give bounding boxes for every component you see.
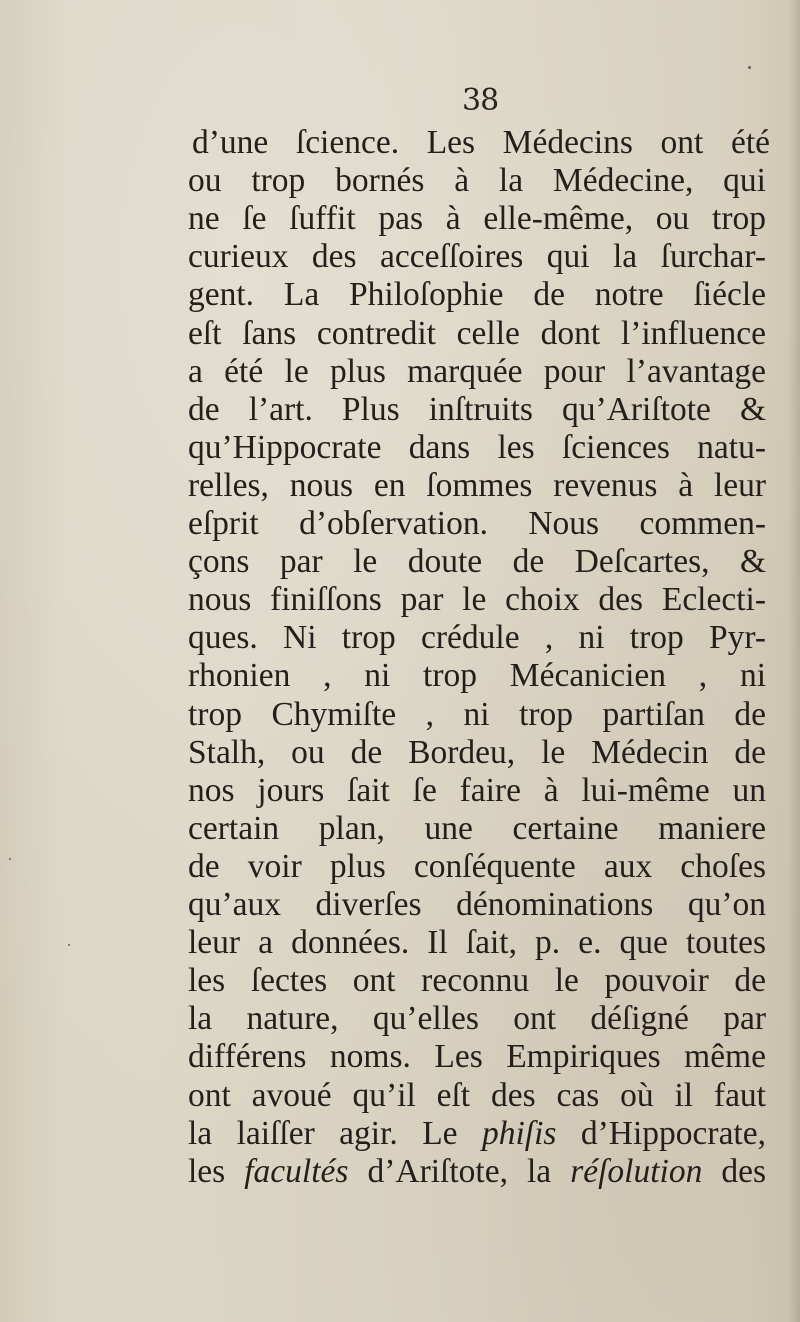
text-segment: la laiſſer agir. Le bbox=[188, 1114, 482, 1152]
text-segment: les ſectes ont reconnu le pouvoir de bbox=[188, 962, 766, 1000]
text-segment: les bbox=[188, 1152, 245, 1190]
text-line bbox=[188, 734, 766, 772]
text-line bbox=[188, 696, 766, 734]
text-line bbox=[188, 772, 766, 810]
text-segment: d’Hippocrate, bbox=[556, 1114, 766, 1152]
text-segment: ont avoué qu’il eſt des cas où il faut bbox=[188, 1076, 766, 1114]
text-segment: ou trop bornés à la Médecine, qui bbox=[188, 162, 766, 200]
text-line bbox=[188, 1038, 766, 1076]
text-line bbox=[188, 543, 766, 581]
text-segment: gent. La Philoſophie de notre ſiécle bbox=[188, 276, 766, 314]
text-segment: de voir plus conſéquente aux choſes bbox=[188, 847, 766, 885]
text-line bbox=[188, 391, 766, 429]
text-segment: qu’Hippocrate dans les ſciences natu- bbox=[188, 428, 766, 466]
italic-term: phiſis bbox=[481, 1114, 557, 1152]
text-segment: curieux des acceſſoires qui la ſurchar- bbox=[188, 238, 766, 276]
page-edge-shadow bbox=[788, 0, 800, 1322]
text-line bbox=[188, 581, 766, 619]
text-line bbox=[188, 505, 766, 543]
text-line bbox=[188, 657, 766, 695]
text-line bbox=[188, 1077, 766, 1115]
text-line bbox=[192, 124, 770, 162]
text-segment: d’Ariſtote, la bbox=[348, 1152, 571, 1190]
text-line bbox=[188, 276, 766, 314]
text-line bbox=[188, 1000, 766, 1038]
text-segment: leur a données. Il ſait, p. e. que toutes bbox=[188, 924, 766, 962]
text-segment: certain plan, une certaine maniere bbox=[188, 809, 766, 847]
text-line bbox=[188, 1153, 766, 1191]
text-segment: nos jours ſait ſe faire à lui-même un bbox=[188, 771, 766, 809]
text-line bbox=[188, 962, 766, 1000]
text-segment: Stalh, ou de Bordeu, le Médecin de bbox=[188, 733, 766, 771]
text-line bbox=[188, 315, 766, 353]
text-line bbox=[188, 810, 766, 848]
text-segment: eſt ſans contredit celle dont l’influence bbox=[188, 314, 766, 352]
ink-speck bbox=[68, 944, 70, 946]
text-line bbox=[188, 1115, 766, 1153]
text-segment: rhonien , ni trop Mécanicien , ni bbox=[188, 657, 766, 695]
text-segment: qu’aux diverſes dénominations qu’on bbox=[188, 886, 766, 923]
text-segment: eſprit d’obſervation. Nous commen- bbox=[188, 505, 766, 542]
text-segment: çons par le doute de Deſcartes, & bbox=[188, 543, 766, 581]
text-line bbox=[188, 162, 766, 200]
text-line bbox=[188, 848, 766, 886]
text-line bbox=[188, 619, 766, 657]
text-segment: des bbox=[702, 1152, 767, 1190]
text-line bbox=[188, 238, 766, 276]
text-segment: de l’art. Plus inſtruits qu’Ariſtote & bbox=[188, 390, 766, 428]
italic-term: facultés bbox=[244, 1152, 349, 1190]
text-line bbox=[188, 924, 766, 962]
italic-term: réſolution bbox=[570, 1152, 703, 1190]
text-segment: a été le plus marquée pour l’avantage bbox=[188, 352, 766, 390]
text-segment: ne ſe ſuffit pas à elle-même, ou trop bbox=[188, 200, 766, 238]
text-segment: la nature, qu’elles ont déſigné par bbox=[188, 1000, 766, 1038]
text-line bbox=[188, 353, 766, 391]
text-segment: ques. Ni trop crédule , ni trop Pyr- bbox=[188, 619, 766, 657]
text-line bbox=[188, 886, 766, 924]
text-line bbox=[188, 200, 766, 238]
text-line bbox=[188, 429, 766, 467]
text-segment: trop Chymiſte , ni trop partiſan de bbox=[188, 695, 766, 733]
page-number: 38 bbox=[462, 83, 499, 118]
text-segment: nous finiſſons par le choix des Eclecti- bbox=[188, 581, 766, 619]
text-segment: d’une ſcience. Les Médecins ont été bbox=[192, 124, 770, 161]
text-line bbox=[188, 467, 766, 505]
text-segment: relles, nous en ſommes revenus à leur bbox=[188, 466, 766, 504]
ink-speck bbox=[9, 858, 11, 860]
text-segment: différens noms. Les Empiriques même bbox=[188, 1038, 766, 1076]
ink-speck bbox=[748, 66, 751, 69]
